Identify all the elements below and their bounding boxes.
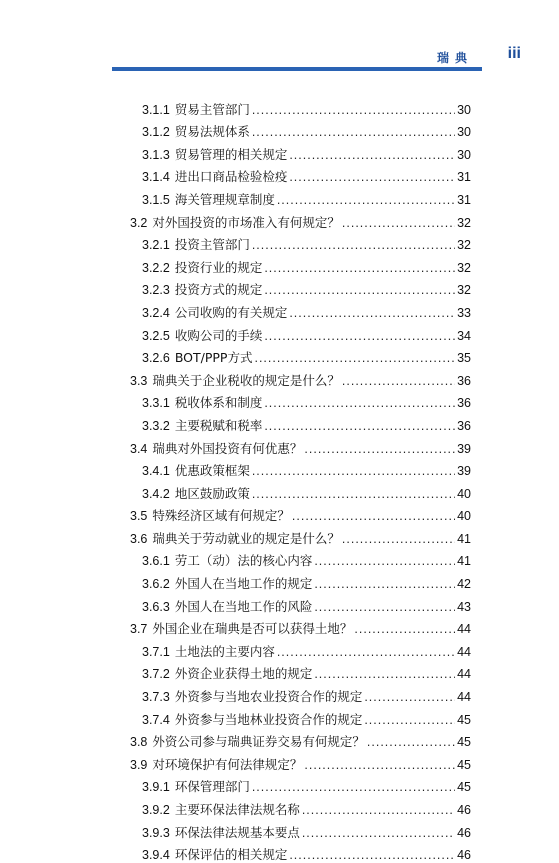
toc-entry-number: 3.4.2 bbox=[142, 486, 170, 501]
dot-leader bbox=[264, 282, 455, 298]
toc-entry-title: 投资主管部门 bbox=[174, 237, 250, 253]
toc-entry-number: 3.9.2 bbox=[142, 803, 170, 817]
page-number: iii bbox=[507, 45, 521, 62]
toc-entry-number: 3.2.1 bbox=[142, 238, 170, 253]
dot-leader bbox=[314, 599, 455, 615]
toc-entry-number: 3.9.1 bbox=[142, 780, 170, 795]
toc-entry-page: 44 bbox=[457, 690, 471, 705]
toc-entry[interactable] bbox=[130, 728, 471, 751]
toc-entry[interactable] bbox=[130, 457, 471, 480]
toc-entry-page: 36 bbox=[457, 396, 471, 411]
toc-entry-page: 44 bbox=[457, 644, 471, 659]
toc-entry-number: 3.7 bbox=[130, 622, 148, 637]
dot-leader bbox=[364, 689, 455, 705]
toc-entry[interactable] bbox=[130, 344, 471, 367]
dot-leader bbox=[304, 441, 455, 457]
toc-entry-page: 32 bbox=[457, 283, 471, 298]
toc-entry-number: 3.9.3 bbox=[142, 825, 170, 840]
toc-entry-page: 30 bbox=[457, 147, 471, 162]
dot-leader bbox=[367, 734, 455, 750]
dot-leader bbox=[304, 757, 455, 773]
toc-entry-number: 3.2 bbox=[130, 215, 148, 230]
toc-entry[interactable] bbox=[130, 253, 471, 276]
toc-entry-number: 3.7.3 bbox=[142, 690, 170, 705]
toc-entry-page: 44 bbox=[457, 667, 471, 682]
toc-entry-page: 32 bbox=[457, 215, 471, 230]
dot-leader bbox=[252, 463, 455, 479]
toc-entry-title: 对环境保护有何法律规定？ bbox=[152, 756, 303, 772]
toc-entry-number: 3.3.2 bbox=[142, 418, 170, 433]
toc-entry-page: 31 bbox=[457, 192, 471, 207]
toc-entry-page: 32 bbox=[457, 238, 471, 253]
toc-entry[interactable] bbox=[130, 637, 471, 660]
running-title: 瑞典 bbox=[436, 51, 473, 65]
toc-entry[interactable] bbox=[130, 660, 471, 683]
toc-entry[interactable] bbox=[130, 479, 471, 502]
toc-entry-title: 外国企业在瑞典是否可以获得土地？ bbox=[152, 621, 353, 637]
toc-entry-title: 环保评估的相关规定 bbox=[174, 847, 288, 863]
toc-entry-title: 瑞典关于企业税收的规定是什么？ bbox=[152, 372, 340, 388]
toc-entry-number: 3.6.1 bbox=[142, 554, 170, 569]
dot-leader bbox=[354, 621, 455, 637]
toc-entry[interactable] bbox=[130, 547, 471, 570]
toc-entry[interactable] bbox=[130, 592, 471, 615]
toc-entry-number: 3.1.1 bbox=[142, 102, 170, 117]
toc-entry[interactable] bbox=[130, 185, 471, 208]
toc-entry-title: 贸易管理的相关规定 bbox=[174, 146, 288, 162]
toc-entry-page: 30 bbox=[457, 125, 471, 140]
toc-entry-page: 45 bbox=[457, 735, 471, 750]
toc-entry-page: 39 bbox=[457, 441, 471, 456]
toc-entry-number: 3.1.4 bbox=[142, 170, 170, 185]
toc-entry[interactable] bbox=[130, 705, 471, 728]
toc-entry-number: 3.5 bbox=[130, 509, 148, 524]
dot-leader bbox=[302, 825, 455, 841]
toc-entry-number: 3.2.3 bbox=[142, 283, 170, 298]
toc-entry-title: 主要环保法律法规名称 bbox=[174, 802, 300, 817]
toc-entry[interactable] bbox=[130, 231, 471, 254]
toc-entry-page: 45 bbox=[457, 780, 471, 795]
toc-entry-title: 贸易法规体系 bbox=[174, 124, 250, 140]
toc-entry-title: 特殊经济区域有何规定？ bbox=[152, 508, 290, 524]
toc-entry-title: 税收体系和制度 bbox=[174, 395, 263, 411]
toc-entry-page: 44 bbox=[457, 622, 471, 637]
toc-entry-title: 瑞典关于劳动就业的规定是什么？ bbox=[152, 530, 340, 546]
toc-entry[interactable] bbox=[130, 411, 471, 434]
toc-entry-title: 贸易主管部门 bbox=[174, 101, 250, 117]
dot-leader bbox=[252, 124, 455, 140]
toc-entry[interactable] bbox=[130, 524, 471, 547]
toc-entry-title: 对外国投资的市场准入有何规定？ bbox=[152, 214, 340, 230]
toc-entry-number: 3.8 bbox=[130, 735, 148, 750]
toc-entry-number: 3.1.2 bbox=[142, 125, 170, 140]
dot-leader bbox=[252, 237, 455, 253]
dot-leader bbox=[289, 169, 455, 185]
toc-entry-title: 外国人在当地工作的规定 bbox=[174, 576, 313, 592]
toc-entry-number: 3.1.3 bbox=[142, 147, 170, 162]
toc-entry-number: 3.2.5 bbox=[142, 328, 170, 343]
toc-entry[interactable] bbox=[130, 818, 471, 841]
toc-entry-page: 46 bbox=[457, 848, 471, 863]
toc-entry-page: 36 bbox=[457, 373, 471, 388]
toc-entry-title: 投资方式的规定 bbox=[174, 282, 263, 298]
table-of-contents bbox=[130, 95, 471, 863]
toc-entry-title: 主要税赋和税率 bbox=[174, 417, 263, 433]
dot-leader bbox=[252, 779, 455, 795]
toc-entry-number: 3.9 bbox=[130, 757, 148, 772]
toc-entry-page: 32 bbox=[457, 260, 471, 275]
toc-entry[interactable] bbox=[130, 276, 471, 299]
toc-entry-page: 35 bbox=[457, 351, 471, 366]
toc-entry-number: 3.7.4 bbox=[142, 712, 170, 727]
header-rule bbox=[112, 67, 482, 71]
toc-entry-title: 劳工（动）法的核心内容 bbox=[174, 553, 313, 569]
toc-entry-page: 45 bbox=[457, 712, 471, 727]
toc-entry-page: 41 bbox=[457, 531, 471, 546]
toc-entry-page: 40 bbox=[457, 486, 471, 501]
dot-leader bbox=[314, 553, 455, 569]
toc-entry[interactable] bbox=[130, 389, 471, 412]
dot-leader bbox=[342, 531, 455, 547]
toc-entry-page: 31 bbox=[457, 170, 471, 185]
toc-entry-title: 地区鼓励政策 bbox=[174, 485, 250, 501]
toc-entry[interactable] bbox=[130, 502, 471, 525]
toc-entry-page: 34 bbox=[457, 328, 471, 343]
toc-entry-page: 42 bbox=[457, 577, 471, 592]
toc-entry[interactable] bbox=[130, 773, 471, 796]
toc-entry[interactable] bbox=[130, 208, 471, 231]
toc-entry-title: 公司收购的有关规定 bbox=[174, 304, 288, 320]
dot-leader bbox=[314, 666, 455, 682]
toc-entry-number: 3.2.6 bbox=[142, 351, 170, 366]
toc-entry-number: 3.3 bbox=[130, 373, 148, 388]
toc-entry-title: 瑞典对外国投资有何优惠？ bbox=[152, 440, 303, 456]
page-header bbox=[0, 0, 559, 80]
toc-entry-page: 46 bbox=[457, 803, 471, 817]
dot-leader bbox=[289, 147, 455, 163]
toc-entry-number: 3.7.1 bbox=[142, 644, 170, 659]
toc-entry[interactable] bbox=[130, 298, 471, 321]
toc-entry-page: 41 bbox=[457, 554, 471, 569]
toc-entry-title: 外资企业获得土地的规定 bbox=[174, 666, 313, 682]
toc-entry-number: 3.2.2 bbox=[142, 260, 170, 275]
toc-entry[interactable] bbox=[130, 569, 471, 592]
dot-leader bbox=[254, 350, 455, 366]
dot-leader bbox=[277, 192, 455, 208]
toc-entry-title: 外资参与当地林业投资合作的规定 bbox=[174, 711, 363, 727]
toc-entry-number: 3.9.4 bbox=[142, 848, 170, 863]
toc-entry-page: 36 bbox=[457, 418, 471, 433]
toc-entry[interactable] bbox=[130, 841, 471, 863]
dot-leader bbox=[264, 328, 455, 344]
toc-entry-title: 投资行业的规定 bbox=[174, 259, 263, 275]
toc-entry-page: 43 bbox=[457, 599, 471, 614]
dot-leader bbox=[342, 215, 455, 231]
toc-entry[interactable] bbox=[130, 434, 471, 457]
toc-entry-page: 40 bbox=[457, 509, 471, 524]
toc-entry-number: 3.7.2 bbox=[142, 667, 170, 682]
toc-entry[interactable] bbox=[130, 795, 471, 818]
dot-leader bbox=[292, 508, 455, 524]
dot-leader bbox=[289, 847, 455, 863]
toc-entry-page: 30 bbox=[457, 102, 471, 117]
toc-entry[interactable] bbox=[130, 750, 471, 773]
dot-leader bbox=[277, 644, 455, 660]
toc-entry-title: 外资公司参与瑞典证券交易有何规定？ bbox=[152, 734, 365, 750]
toc-entry-page: 39 bbox=[457, 464, 471, 479]
toc-entry[interactable] bbox=[130, 366, 471, 389]
dot-leader bbox=[264, 395, 455, 411]
toc-entry-title: 环保法律法规基本要点 bbox=[174, 824, 300, 840]
toc-entry-title: 环保管理部门 bbox=[174, 779, 250, 795]
toc-entry-number: 3.6 bbox=[130, 531, 148, 546]
toc-entry-number: 3.6.2 bbox=[142, 577, 170, 592]
dot-leader bbox=[264, 418, 455, 434]
dot-leader bbox=[252, 486, 455, 502]
toc-entry[interactable] bbox=[130, 95, 471, 118]
toc-entry-title: 优惠政策框架 bbox=[174, 463, 250, 479]
toc-entry-page: 33 bbox=[457, 305, 471, 320]
dot-leader bbox=[314, 576, 455, 592]
dot-leader bbox=[264, 260, 455, 276]
toc-entry[interactable] bbox=[130, 140, 471, 163]
toc-entry-title: 外资参与当地农业投资合作的规定 bbox=[174, 689, 363, 705]
toc-entry-title: 土地法的主要内容 bbox=[174, 643, 275, 659]
toc-entry-number: 3.1.5 bbox=[142, 192, 170, 207]
toc-entry-title: 海关管理规章制度 bbox=[174, 191, 275, 207]
dot-leader bbox=[252, 102, 455, 118]
toc-entry[interactable] bbox=[130, 682, 471, 705]
toc-entry-title: 外国人在当地工作的风险 bbox=[174, 598, 313, 614]
toc-entry-title: 进出口商品检验检疫 bbox=[174, 169, 288, 185]
toc-entry-number: 3.3.1 bbox=[142, 396, 170, 411]
dot-leader bbox=[364, 712, 455, 728]
toc-entry-number: 3.4 bbox=[130, 441, 148, 456]
dot-leader bbox=[302, 802, 455, 818]
dot-leader bbox=[289, 305, 455, 321]
toc-entry-page: 45 bbox=[457, 757, 471, 772]
toc-entry-number: 3.6.3 bbox=[142, 599, 170, 614]
toc-entry[interactable] bbox=[130, 615, 471, 638]
toc-entry-title: BOT/PPP方式 bbox=[174, 350, 253, 366]
toc-entry-number: 3.4.1 bbox=[142, 464, 170, 479]
toc-entry[interactable] bbox=[130, 118, 471, 141]
dot-leader bbox=[342, 373, 455, 389]
toc-entry-number: 3.2.4 bbox=[142, 305, 170, 320]
toc-entry[interactable] bbox=[130, 321, 471, 344]
toc-entry-page: 46 bbox=[457, 825, 471, 840]
toc-entry[interactable] bbox=[130, 163, 471, 186]
toc-entry-title: 收购公司的手续 bbox=[174, 327, 263, 343]
